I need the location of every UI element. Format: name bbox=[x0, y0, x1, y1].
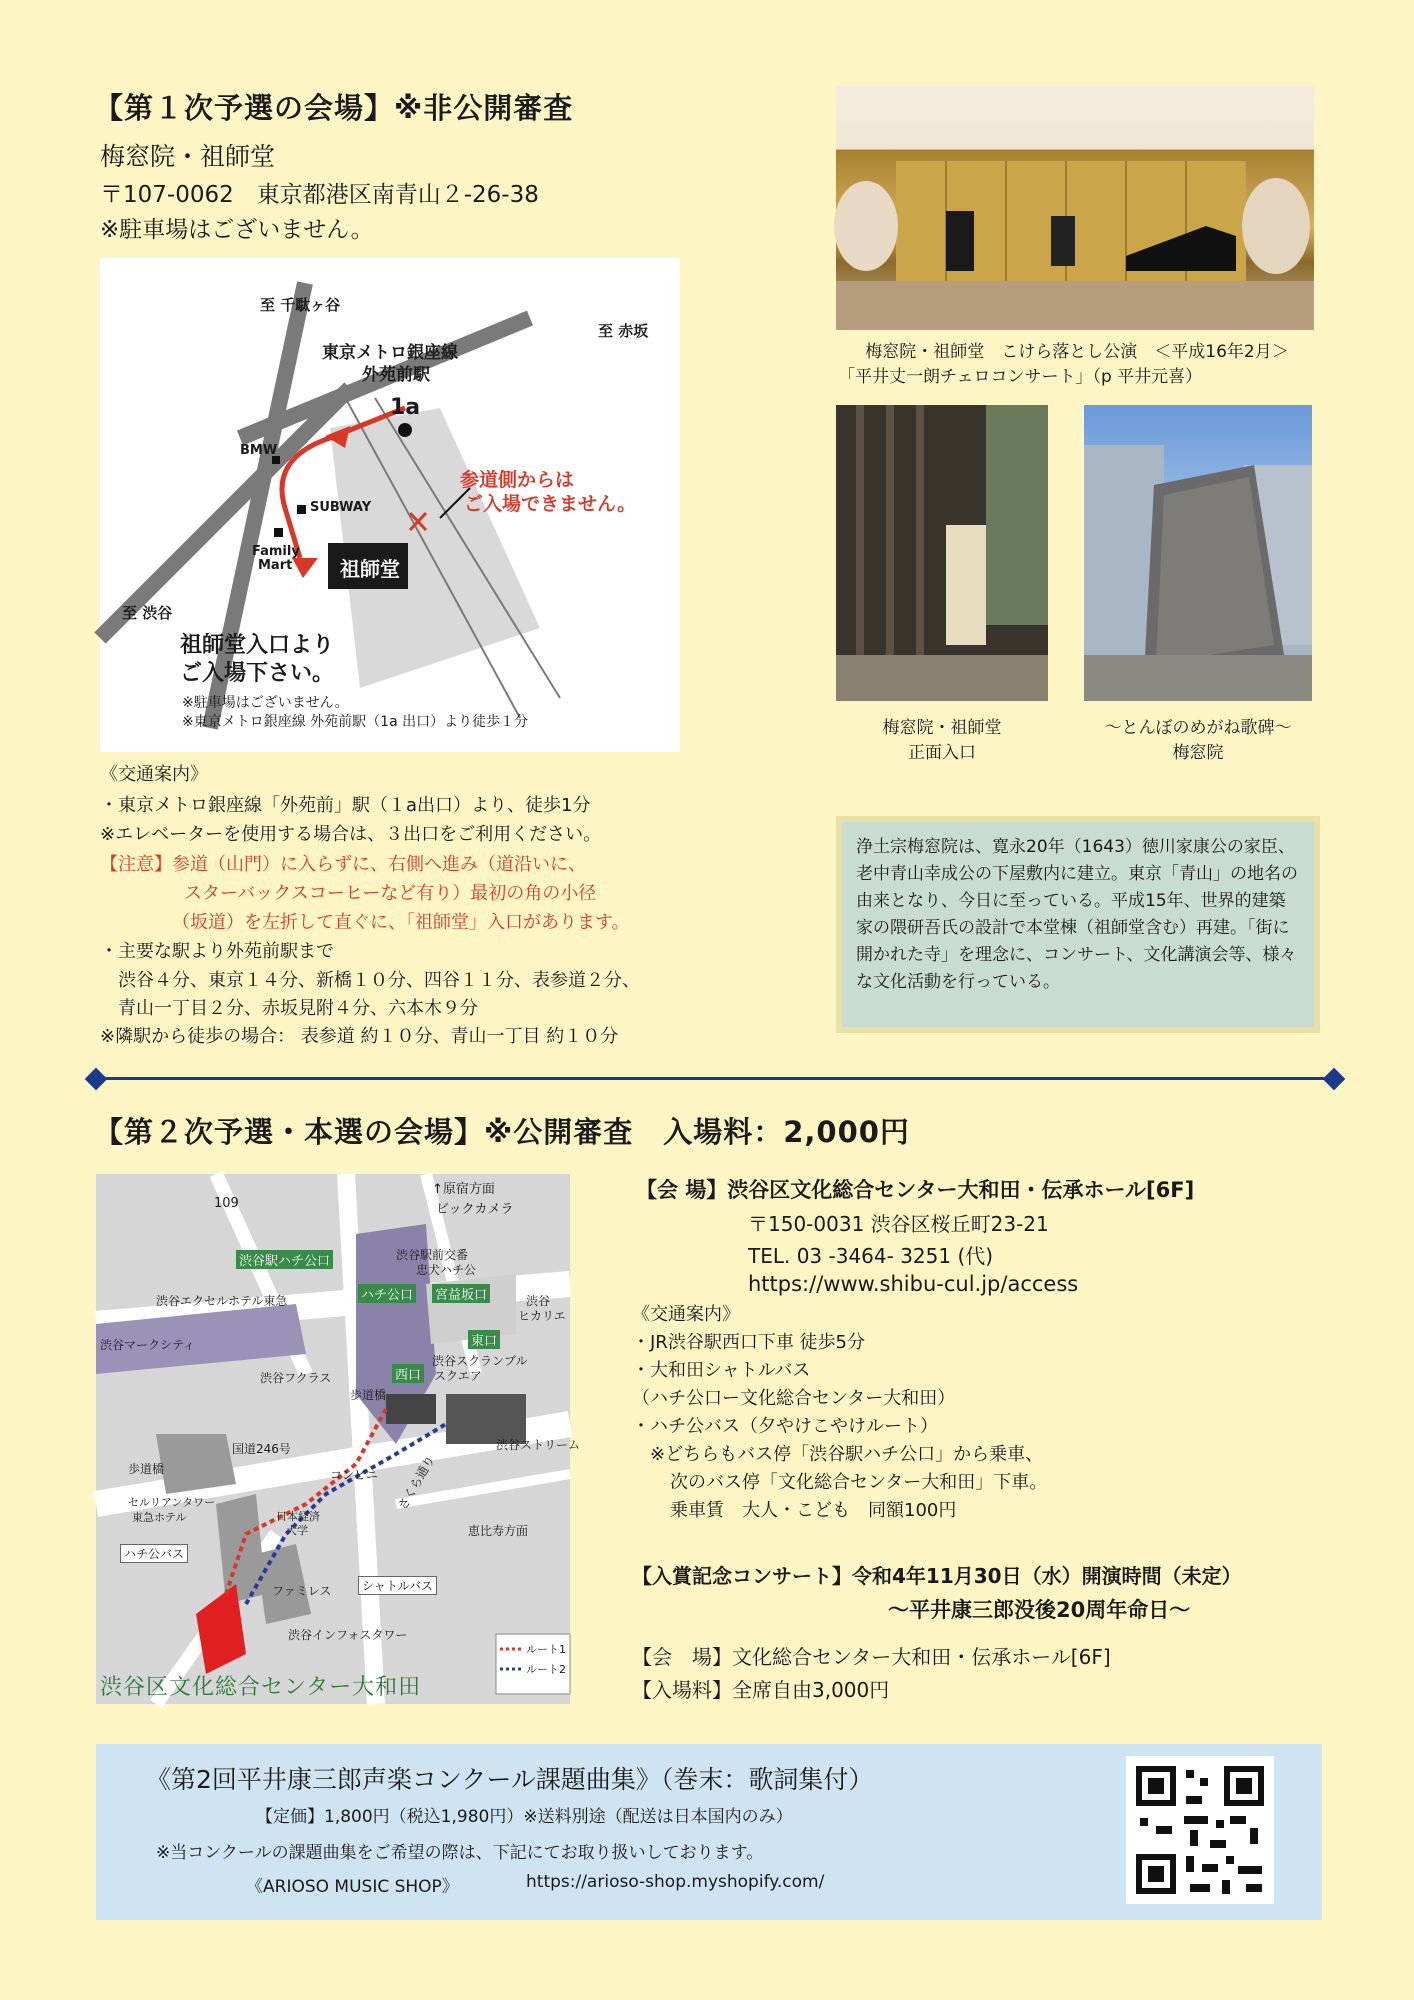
venue2-a6: 次のバス停「文化総合センター大和田」下車。 bbox=[670, 1472, 1048, 1493]
map1-label-akasaka: 至 赤坂 bbox=[598, 322, 649, 340]
map2-hachiko: ハチ公口 bbox=[358, 1284, 416, 1303]
map1-label-sendagaya: 至 千駄ヶ谷 bbox=[260, 296, 341, 314]
map2-route1: ルート1 bbox=[526, 1643, 566, 1656]
map2-246: 国道246号 bbox=[232, 1442, 291, 1456]
map1-shibuya: 至 渋谷 bbox=[122, 604, 173, 622]
map-shibuya bbox=[96, 1174, 581, 1704]
map-umemado bbox=[100, 258, 680, 752]
map2-famires: ファミレス bbox=[272, 1584, 332, 1598]
concert-line2: ～平井康三郎没後20周年命日～ bbox=[888, 1598, 1191, 1622]
map2-west: 西口 bbox=[392, 1364, 424, 1383]
venue2-a2: ・大和田シャトルバス bbox=[632, 1360, 811, 1381]
map1-soshido: 祖師堂 bbox=[340, 557, 400, 581]
entrance-photo bbox=[836, 405, 1048, 701]
map2-nikkei1: 日本経済 bbox=[276, 1510, 320, 1523]
access1-line2: ※エレベーターを使用する場合は、３出口をご利用ください。 bbox=[100, 824, 602, 845]
map2-hodokyo: 歩道橋 bbox=[350, 1388, 387, 1402]
monument-caption1: ～とんぼのめがね歌碑～ bbox=[1104, 718, 1292, 738]
access1-line4: 渋谷４分、東京１４分、新橋１０分、四谷１１分、表参道２分、 bbox=[118, 970, 640, 991]
map1-warning2: ご入場できません。 bbox=[464, 493, 637, 515]
venue1-parking: ※駐車場はございません。 bbox=[100, 217, 374, 243]
shop-qr-code[interactable] bbox=[1126, 1756, 1274, 1904]
map2-hachiko-exit: 渋谷駅ハチ公口 bbox=[236, 1250, 333, 1269]
map2-ebisu: 恵比寿方面 bbox=[468, 1524, 529, 1538]
map1-note1: ※駐車場はございません。 bbox=[182, 695, 349, 711]
venue2-access-heading: 《交通案内》 bbox=[632, 1304, 740, 1325]
entrance-caption2: 正面入口 bbox=[908, 743, 976, 763]
shop-price: 【定価】1,800円（税込1,980円）※送料別途（配送は日本国内のみ） bbox=[256, 1807, 793, 1827]
map2-stream: 渋谷ストリーム bbox=[496, 1438, 581, 1452]
monument-caption2: 梅窓院 bbox=[1172, 743, 1224, 763]
station-exit-dot bbox=[398, 423, 412, 437]
map2-harajuku: ↑原宿方面 bbox=[432, 1182, 495, 1197]
map1-bmw: BMW bbox=[240, 443, 278, 458]
map1-entry1: 祖師堂入口より bbox=[180, 633, 335, 658]
venue2-a1: ・JR渋谷駅西口下車 徒歩5分 bbox=[632, 1332, 865, 1353]
map2-nikkei2: 大学 bbox=[286, 1524, 308, 1537]
map2-bic: ビックカメラ bbox=[436, 1202, 514, 1217]
map1-subway: SUBWAY bbox=[310, 500, 372, 515]
shop-url[interactable]: https://arioso-shop.myshopify.com/ bbox=[526, 1872, 825, 1892]
map2-center: 渋谷区文化総合センター大和田 bbox=[100, 1675, 422, 1700]
venue2-name: 【会 場】渋谷区文化総合センター大和田・伝承ホール[6F] bbox=[636, 1178, 1195, 1202]
map2-scramble2: 忠犬ハチ公 bbox=[416, 1263, 477, 1277]
map1-entry2: ご入場下さい。 bbox=[180, 661, 335, 686]
map2-109: 109 bbox=[214, 1196, 239, 1211]
map1-station-line1: 東京メトロ銀座線 bbox=[322, 343, 458, 363]
divider-left-diamond bbox=[85, 1068, 108, 1091]
qr-code-icon bbox=[1126, 1756, 1274, 1904]
venue2-a7: 乗車賃 大人・こども 同額100円 bbox=[670, 1500, 957, 1521]
concert-photo bbox=[836, 86, 1314, 330]
map2-conv: コンビニ bbox=[330, 1468, 379, 1482]
map2-hodokyo2: 歩道橋 bbox=[128, 1462, 165, 1476]
concert-caption2: 「平井丈一朗チェロコンサート」（p 平井元喜） bbox=[838, 367, 1203, 387]
map2-hachibus: ハチ公バス bbox=[120, 1544, 188, 1563]
section1-title: 【第１次予選の会場】※非公開審査 bbox=[94, 91, 574, 125]
venue2-a3: （ハチ公口ー文化総合センター大和田） bbox=[632, 1388, 956, 1409]
map2-cerulean2: 東急ホテル bbox=[132, 1511, 187, 1524]
map1-exit-label: 1a bbox=[390, 395, 421, 420]
map2-hikarie1: 渋谷 bbox=[526, 1294, 551, 1308]
temple-info-box: 浄土宗梅窓院は、寛永20年（1643）徳川家康公の家臣、老中青山幸成公の下屋敷内に建立。東京「青山」の地名の由来となり、今日に至っている。平成15年、世界的建築家の隈研吾氏の設計で本堂棟（祖師堂含む）再建。「街に開かれた寺」を理念に、コンサート、文化講演会等、様々な文化活動を行っている。 bbox=[836, 816, 1320, 1033]
map2-hikarie2: ヒカリエ bbox=[518, 1309, 566, 1323]
map1-family1: Family bbox=[252, 544, 300, 559]
access1-line5: 青山一丁目２分、赤坂見附４分、六本木９分 bbox=[118, 998, 478, 1019]
shop-box bbox=[96, 1744, 1322, 1920]
shop-note: ※当コンクールの課題曲集をご希望の際は、下記にてお取り扱いしております。 bbox=[156, 1843, 764, 1863]
map2-miyamasu: 宮益坂口 bbox=[432, 1284, 490, 1303]
venue2-address: 〒150-0031 渋谷区桜丘町23-21 bbox=[748, 1212, 1049, 1236]
section2-title: 【第２次予選・本選の会場】※公開審査 入場料：2,000円 bbox=[94, 1115, 910, 1149]
map2-fukuras: 渋谷フクラス bbox=[260, 1371, 332, 1385]
venue1-name: 梅窓院・祖師堂 bbox=[100, 142, 276, 171]
map1-warning1: 参道側からは bbox=[460, 469, 575, 491]
map1-station-line2: 外苑前駅 bbox=[362, 365, 430, 385]
map1-note2: ※東京メトロ銀座線 外苑前駅（1a 出口）より徒歩１分 bbox=[182, 714, 529, 730]
divider-right-diamond bbox=[1323, 1068, 1346, 1091]
map1-family2: Mart bbox=[258, 558, 293, 573]
map2-sq2: スクエア bbox=[434, 1369, 482, 1383]
access1-line3: ・主要な駅より外苑前駅まで bbox=[100, 941, 334, 962]
access1-caution3: （坂道）を左折して直ぐに、「祖師堂」入口があります。 bbox=[172, 912, 630, 933]
concert-caption1: 梅窓院・祖師堂 こけら落とし公演 ＜平成16年2月＞ bbox=[865, 342, 1289, 362]
venue2-tel: TEL. 03 -3464- 3251 (代) bbox=[748, 1244, 994, 1268]
map2-cerulean1: セルリアンタワー bbox=[128, 1496, 216, 1509]
entrance-caption1: 梅窓院・祖師堂 bbox=[882, 718, 1002, 738]
shop-name[interactable]: 《ARIOSO MUSIC SHOP》 bbox=[246, 1877, 459, 1897]
shop-title: 《第2回平井康三郎声楽コンクール課題曲集》（巻末：歌詞集付） bbox=[146, 1765, 874, 1794]
venue2-url[interactable]: https://www.shibu-cul.jp/access bbox=[748, 1272, 1079, 1296]
map2-shuttle: シャトルバス bbox=[358, 1576, 437, 1595]
concert-line1: 【入賞記念コンサート】令和4年11月30日（水）開演時間（未定） bbox=[632, 1564, 1242, 1588]
access1-caution1: 【注意】参道（山門）に入らずに、右側へ進み（道沿いに、 bbox=[100, 854, 586, 875]
venue2-a4: ・ハチ公バス（夕やけこやけルート） bbox=[632, 1416, 938, 1437]
map2-sq1: 渋谷スクランブル bbox=[432, 1354, 528, 1368]
access1-heading: 《交通案内》 bbox=[100, 764, 208, 785]
map2-excel: 渋谷エクセルホテル東急 bbox=[156, 1294, 288, 1308]
venue1-address: 〒107-0062 東京都港区南青山２-26-38 bbox=[100, 182, 539, 208]
map2-markcity: 渋谷マークシティ bbox=[100, 1338, 196, 1352]
map2-sakura: さくら通り bbox=[395, 1453, 438, 1513]
concert-fee: 【入場料】全席自由3,000円 bbox=[632, 1678, 890, 1702]
venue2-a5: ※どちらもバス停「渋谷駅ハチ公口」から乗車、 bbox=[650, 1444, 1044, 1465]
map2-route2: ルート2 bbox=[526, 1663, 566, 1676]
monument-photo bbox=[1084, 405, 1312, 701]
access1-line6: ※隣駅から徒歩の場合： 表参道 約１０分、青山一丁目 約１０分 bbox=[100, 1026, 619, 1047]
access1-caution2: スターバックスコーヒーなど有り）最初の角の小径 bbox=[184, 883, 597, 904]
section-divider bbox=[95, 1077, 1335, 1080]
map2-infos: 渋谷インフォスタワー bbox=[288, 1628, 408, 1642]
concert-venue: 【会 場】文化総合センター大和田・伝承ホール[6F] bbox=[632, 1645, 1111, 1669]
map2-scramble1: 渋谷駅前交番 bbox=[396, 1248, 469, 1262]
map1-aoyama: 青山通り bbox=[459, 346, 518, 382]
access1-line1: ・東京メトロ銀座線「外苑前」駅（１a出口）より、徒歩1分 bbox=[100, 795, 591, 816]
map2-east: 東口 bbox=[468, 1330, 500, 1349]
